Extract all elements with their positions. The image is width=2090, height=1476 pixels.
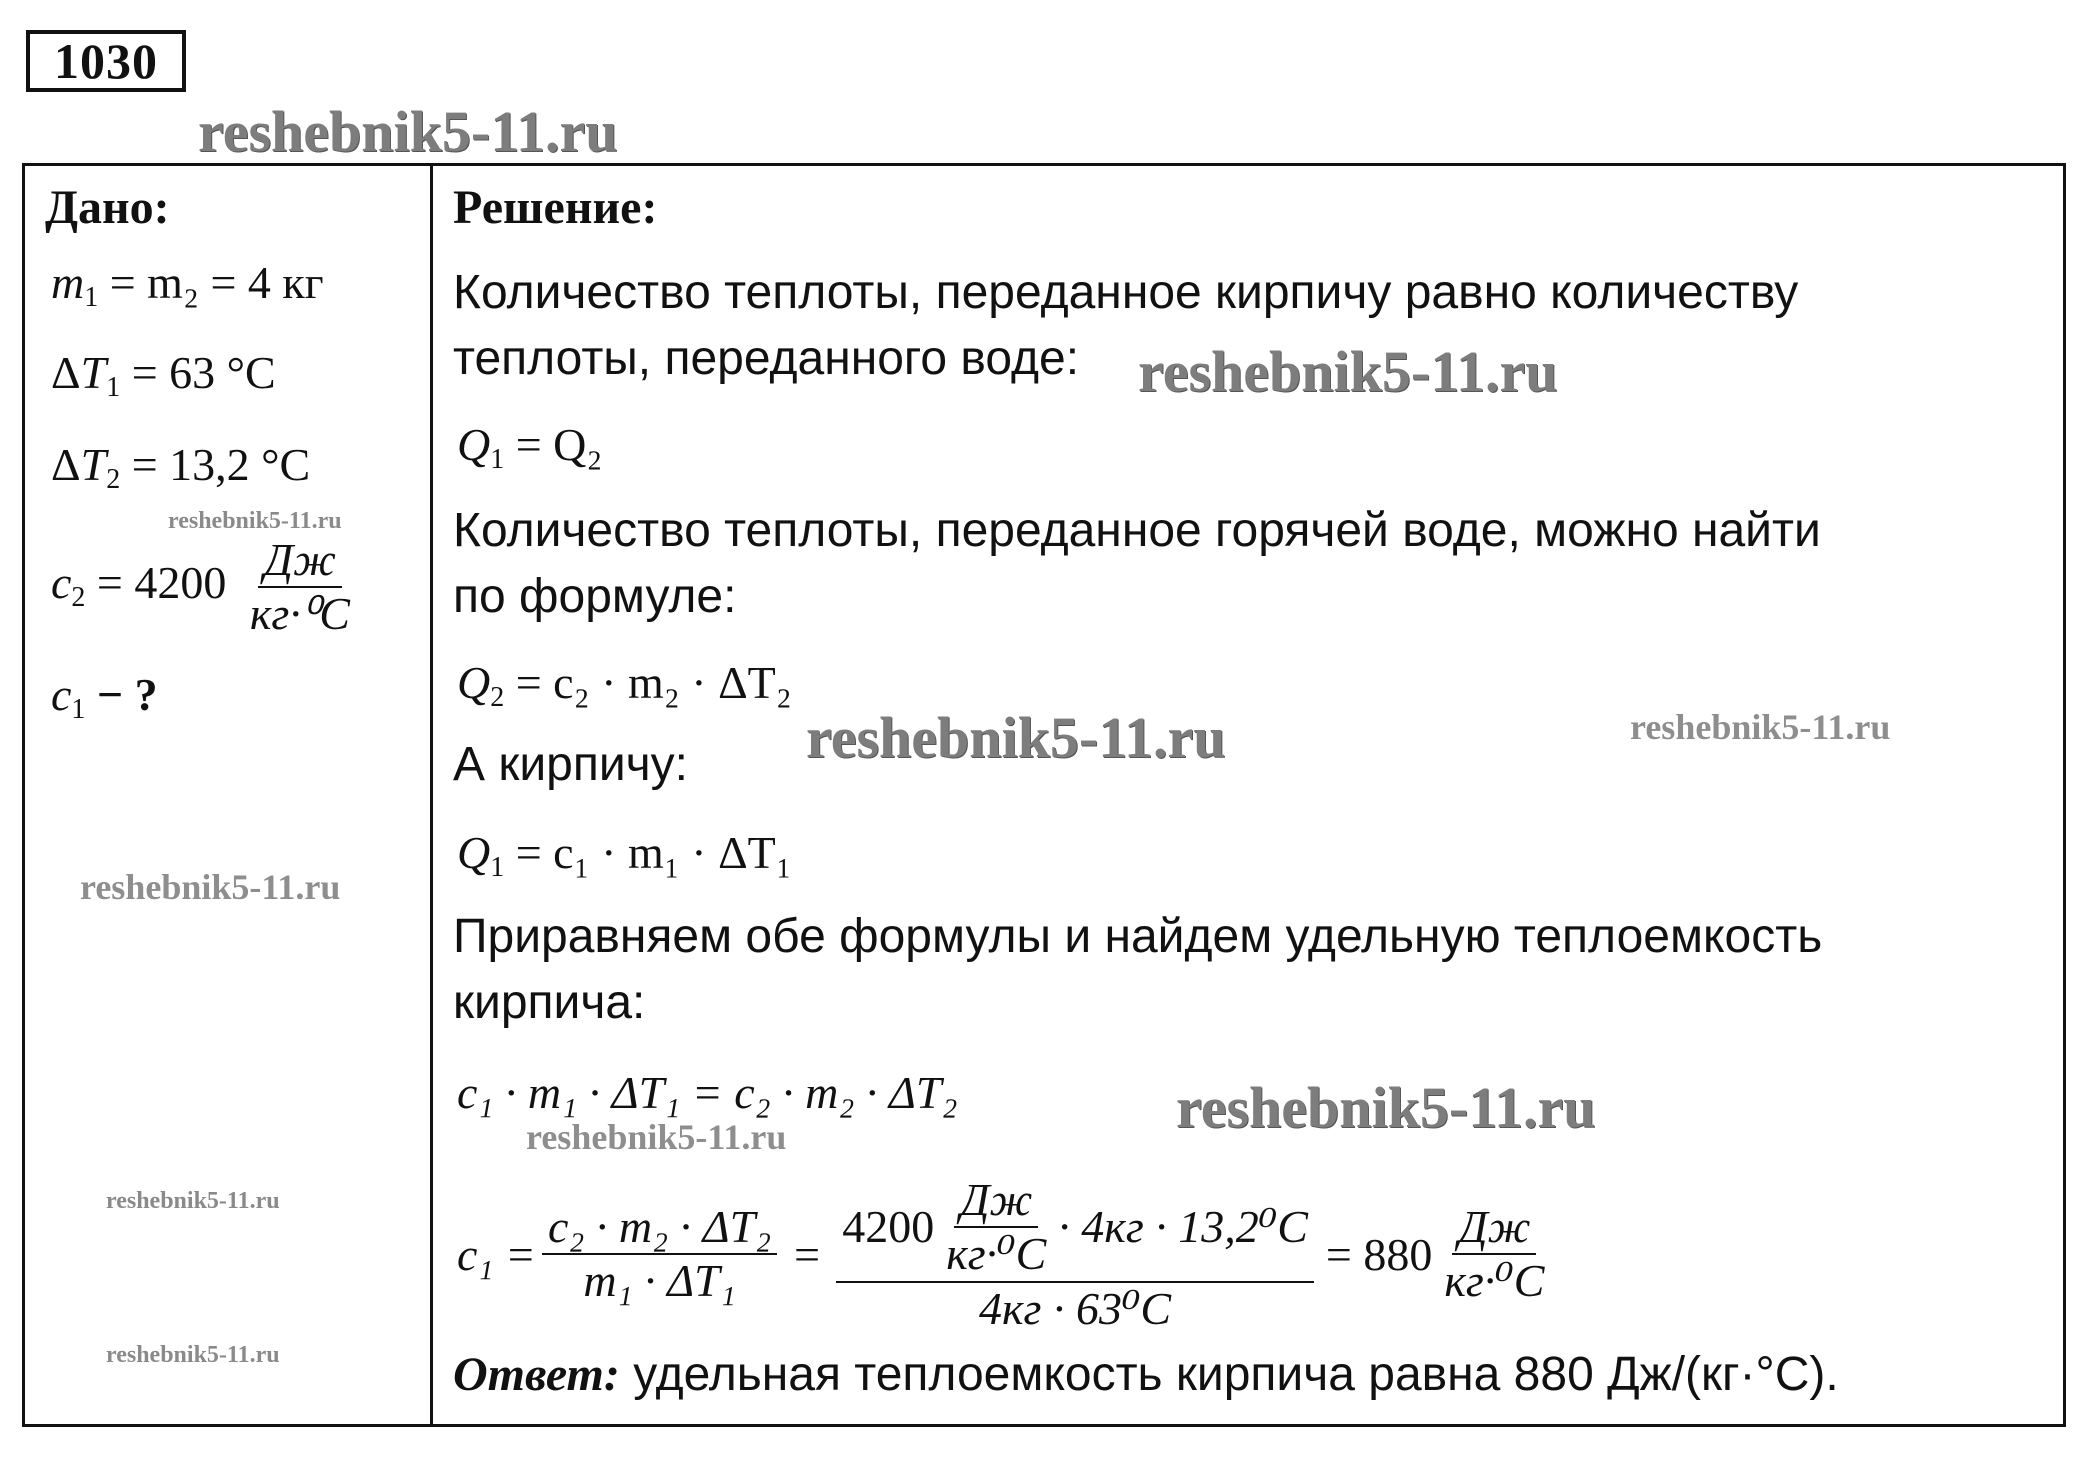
given-masses: $m_1 = m_2 = 4$ кг <box>51 257 324 313</box>
formula-q1-eq-q2: $Q_1 = Q_2$ <box>457 419 603 475</box>
watermark: reshebnik5-11.ru <box>1630 707 1891 747</box>
answer-label: Ответ: <box>453 1348 620 1401</box>
formula-q2: $Q_2 = c_2 \cdot m_2 \cdot \Delta T_2$ <box>457 657 792 713</box>
formula-q1: $Q_1 = c_1 \cdot m_1 \cdot \Delta T_1$ <box>457 827 792 883</box>
watermark: reshebnik5-11.ru <box>80 867 341 907</box>
watermark: reshebnik5-11.ru <box>526 1117 787 1157</box>
c2-unit-denominator: кг·⁰C <box>249 588 350 640</box>
watermark: reshebnik5-11.ru <box>168 508 342 534</box>
formula-equate: c₁ · m₁ · ΔT₁ = c₂ · m₂ · ΔT₂ <box>457 1067 958 1118</box>
solution-paragraph-2: Количество теплоты, переданное горячей воде, можно найти по формуле: <box>453 504 1821 623</box>
watermark: reshebnik5-11.ru <box>1176 1075 1596 1140</box>
formula-result: c₁ = $\frac{\text{c₂ · m₂ · ΔT₂}}{\text{m₁ · ΔT₁}}$ = 4200 $\frac{Дж}{\text{кг·⁰C}}$ · 4кг · 13,2⁰C 4кг · 63⁰C = 880 $\frac{Дж}{\text{кг·⁰C}}$ <box>457 1174 1545 1334</box>
given-heading: Дано: <box>45 181 170 234</box>
solution-paragraph-4: Приравняем обе формулы и найдем удельную теплоемкость кирпича: <box>453 910 1823 1029</box>
watermark: reshebnik5-11.ru <box>1138 339 1558 404</box>
watermark: reshebnik5-11.ru <box>106 1188 280 1214</box>
solution-table <box>22 163 2066 1427</box>
answer-line <box>453 1342 1839 1408</box>
solution-heading: Решение: <box>453 181 658 234</box>
problem-number: 1030 <box>26 30 186 92</box>
watermark: reshebnik5-11.ru <box>806 705 1226 770</box>
given-delta-t2: $\Delta T_2 = 13,2$ °C <box>51 439 311 495</box>
solution-paragraph-1: Количество теплоты, переданное кирпичу равно количеству теплоты, переданного воде: <box>453 266 1799 385</box>
c2-unit-numerator: Дж <box>258 536 342 588</box>
solution-paragraph-3: А кирпичу: <box>453 738 689 791</box>
given-c2: $c_2 = 4200$ $\frac{Дж}{\text{кг·⁰C}}$ <box>51 536 362 639</box>
watermark: reshebnik5-11.ru <box>106 1342 280 1368</box>
given-question: $c_1$ − ? <box>51 669 158 725</box>
column-divider <box>430 166 433 1424</box>
watermark: reshebnik5-11.ru <box>198 99 618 164</box>
answer-text: удельная теплоемкость кирпича равна 880 Дж/(кг·°C). <box>633 1348 1839 1401</box>
given-delta-t1: $\Delta T_1 = 63$ °C <box>51 347 276 403</box>
